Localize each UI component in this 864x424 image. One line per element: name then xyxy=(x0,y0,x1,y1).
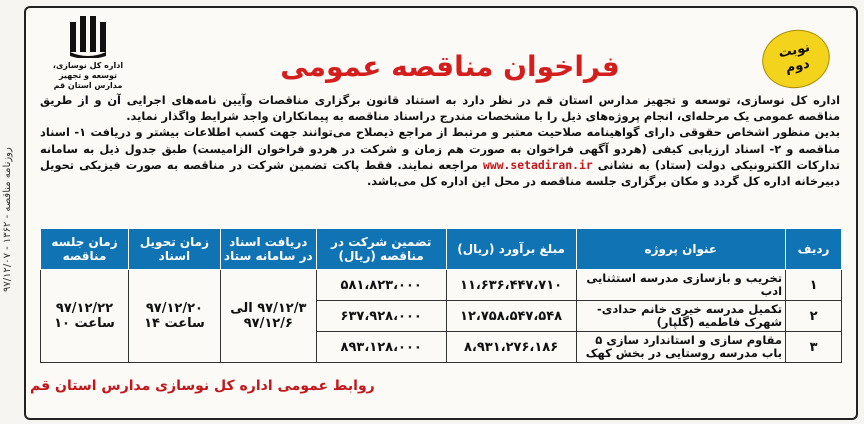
estimate-value: ۸،۹۳۱،۲۷۶،۱۸۶ xyxy=(446,332,576,363)
col-receive-docs: دریافت اسناد در سامانه ستاد xyxy=(220,229,316,270)
side-caption: روزنامه مناقصه - ۱۳۶۲ - ۹۷/۱۲/۰۷ xyxy=(2,147,13,293)
project-title: تخریب و بازسازی مدرسه استثنایی ادب xyxy=(576,270,786,301)
guarantee-value: ۸۹۳،۱۲۸،۰۰۰ xyxy=(316,332,446,363)
guarantee-value: ۵۸۱،۸۲۳،۰۰۰ xyxy=(316,270,446,301)
col-estimate: مبلغ برآورد (ریال) xyxy=(446,229,576,270)
col-deliver-docs: زمان تحویل اسناد xyxy=(128,229,220,270)
notice-body xyxy=(40,92,840,189)
guarantee-value: ۶۳۷،۹۲۸،۰۰۰ xyxy=(316,301,446,332)
organization-logo-icon xyxy=(68,12,108,58)
projects-table xyxy=(40,228,842,363)
row-number: ۳ xyxy=(786,332,842,363)
col-meeting: زمان جلسه مناقصه xyxy=(41,229,129,270)
col-guarantee: تضمین شرکت در مناقصه (ریال) xyxy=(316,229,446,270)
paragraph-2-wrap xyxy=(40,124,840,189)
meeting-date: ۹۷/۱۲/۲۲ xyxy=(55,301,114,316)
page-title: فراخوان مناقصه عمومی xyxy=(280,50,620,83)
deliver-docs-time: ساعت ۱۴ xyxy=(144,316,205,331)
estimate-value: ۱۱،۶۳۶،۴۴۷،۷۱۰ xyxy=(446,270,576,301)
receive-docs-line-2: ۹۷/۱۲/۶ xyxy=(243,316,293,331)
table-header-row xyxy=(41,229,842,270)
table-row xyxy=(41,270,842,301)
paragraph-1: اداره کل نوسازی، توسعه و تجهیز مدارس استان قم در نظر دارد به استناد قانون برگزاری مناقصات وآیین نامه‌های اجرایی آن و از طریق مناقصه عمومی یک مرحله‌ای، انجام پروژه‌های ذیل را با مشخصات مندرج دراسناد مناقصه به پیمانکاران واجد شرایط واگذار نماید. xyxy=(40,93,840,124)
estimate-value: ۱۲،۷۵۸،۵۴۷،۵۴۸ xyxy=(446,301,576,332)
meeting-cell xyxy=(41,270,129,363)
logo-line-1: اداره کل نوسازی، توسعه و تجهیز xyxy=(52,61,124,80)
footer-public-relations: روابط عمومی اداره کل نوسازی مدارس استان قم xyxy=(30,378,375,394)
col-row-number: ردیف xyxy=(786,229,842,270)
logo-line-2: مدارس استان قم xyxy=(53,81,123,90)
row-number: ۱ xyxy=(786,270,842,301)
receive-docs-line-1: ۹۷/۱۲/۳ الی xyxy=(230,301,307,316)
logo xyxy=(44,12,132,91)
deliver-docs-cell xyxy=(128,270,220,363)
project-title: مقاوم سازی و استاندارد سازی ۵ باب مدرسه روستایی در بخش کهک xyxy=(576,332,786,363)
paragraph-3: مراجعه نمایند. فقط پاکت تضمین شرکت در مناقصه به صورت فیزیکی تحویل دبیرخانه اداره کل گردد و مکان برگزاری جلسه مناقصه در محل این اداره کل می‌باشد. xyxy=(40,157,840,189)
col-project-title: عنوان پروژه xyxy=(576,229,786,270)
badge-line-1: نوبت xyxy=(777,40,812,62)
paragraph-2: بدین منظور اشخاص حقوقی دارای گواهینامه صلاحیت معتبر و مرتبط از مراجع ذیصلاح می‌توانند جهت کسب اطلاعات بیشتر و دریافت ۱- اسناد مناقصه و ۲- اسناد ارزیابی کیفی (هردو آگهی فراخوان به صورت هم زمان و شرکت در هردو فراخوان الزامیست) طبق جدول ذیل به سامانه تدارکات الکترونیکی دولت (ستاد) به نشانی xyxy=(40,125,840,172)
badge-line-2: دوم xyxy=(784,56,811,77)
website-link[interactable]: www.setadiran.ir xyxy=(482,157,593,172)
project-title: تکمیل مدرسه خیری خانم حدادی- شهرک فاطمیه (گلپار) xyxy=(576,301,786,332)
row-number: ۲ xyxy=(786,301,842,332)
meeting-time: ساعت ۱۰ xyxy=(54,316,115,331)
deliver-docs-date: ۹۷/۱۲/۲۰ xyxy=(145,301,203,316)
receive-docs-cell xyxy=(220,270,316,363)
